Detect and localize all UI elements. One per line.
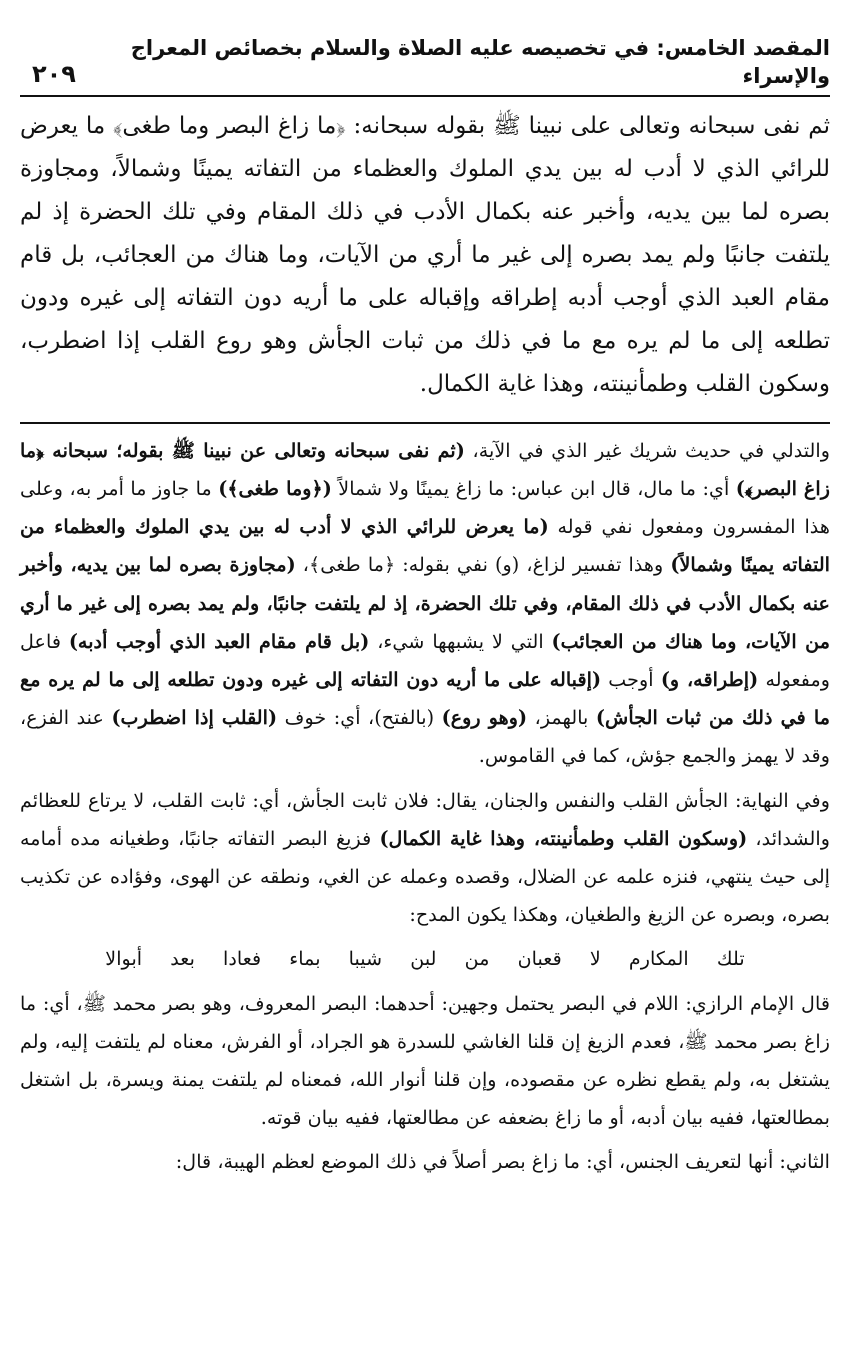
commentary-text: فاعل ومفعوله: [20, 629, 830, 691]
quoted-main-text: (بل قام مقام العبد الذي أوجب أدبه): [68, 629, 370, 653]
quoted-main-text: (ما يعرض للرائي الذي لا أدب له بين يدي الملوك والعظماء من التفاته يمينًا وشمالاً): [20, 515, 831, 577]
main-text: ثم نفى سبحانه وتعالى على نبينا ﷺ بقوله سبحانه: ﴿ما زاغ البصر وما طغى﴾ ما يعرض للرائي الذي لا أدب له بين يدي الملوك والعظماء من التفاته يمينًا وشمالاً، ومجاوزة بصره لما بين يديه، وأخبر عنه بكمال الأدب في ذلك المقام وفي تلك الحضرة إذ لم يلتفت جانبًا ولم يمد بصره إلى غير ما أري من الآيات، وما هناك من العجائب، بل قام مقام العبد الذي أوجب أدبه إطراقه وإقباله على ما أريه دون التفاته إلى غيره ودون تطلعه إلى ما لم يره مع ما في ذلك من ثبات الجأش وهو روع القلب إذا اضطرب، وسكون القلب وطمأنينته، وهذا غاية الكمال.: [20, 112, 830, 397]
quoted-main-text: (وسكون القلب وطمأنينته، وهذا غاية الكمال): [379, 826, 748, 850]
header-rule: [20, 95, 830, 97]
commentary-paragraph-4: الثاني: أنها لتعريف الجنس، أي: ما زاغ بصر أصلاً في ذلك الموضع لعظم الهيبة، قال:: [175, 1150, 830, 1174]
commentary-paragraph-1: [20, 432, 830, 776]
commentary-text: وفي النهاية: الجأش القلب والنفس والجنان، يقال: فلان ثابت الجأش، أي: ثابت القلب، لا يرتاع للعظائم والشدائد،: [20, 788, 830, 850]
commentary-text: والتدلي في حديث شريك غير الذي في الآية،: [464, 438, 830, 462]
poetry-verse: تلك المكارم لا قعبان من لبن شيبا بماء فعادا بعد أبوالا: [105, 947, 745, 971]
commentary-text: (بالفتح)، أي: خوف: [277, 706, 442, 730]
commentary-text: التي لا يشبهها شيء،: [369, 629, 552, 653]
commentary-text: بالهمز،: [527, 706, 596, 730]
quoted-main-text: (القلب إذا اضطرب): [111, 706, 278, 730]
commentary-paragraph-3: قال الإمام الرازي: اللام في البصر يحتمل وجهين: أحدهما: البصر المعروف، وهو بصر محمد ﷺ، أي: ما زاغ بصر محمد ﷺ، فعدم الزيغ إن قلنا الغاشي للسدرة هو الجراد، أو الفرش، معناه لم يلتفت إليه، ولم يشتغل به، ولم يقطع نظره عن مقصوده، وإن قلنا أنوار الله، فمعناه لم يلتفت يمنة ويسرة، بل اشتغل بمطالعتها، ففيه بيان أدبه، أو ما زاغ بضعفه عن مطالعتها، ففيه بيان قوته.: [20, 991, 830, 1130]
commentary-text: وهذا تفسير لزاغ، (و) نفي بقوله: ﴿ما طغى﴾،: [295, 553, 671, 577]
quoted-main-text: (مجاوزة بصره لما بين يديه، وأخبر عنه بكمال الأدب في ذلك المقام، وفي تلك الحضرة، إذ لم يلتفت جانبًا، ولم يمد بصره إلى غير ما أري من الآيات، وما هناك من العجائب): [20, 553, 830, 653]
chapter-title: المقصد الخامس: في تخصيصه عليه الصلاة والسلام بخصائص المعراج والإسراء: [130, 36, 830, 89]
page-number: ٢٠٩: [32, 60, 76, 89]
quoted-main-text: (ثم نفى سبحانه وتعالى عن نبينا ﷺ بقوله؛ سبحانه ﴿ما زاغ البصر﴾): [20, 438, 830, 500]
commentary-text: ما جاوز ما أمر به، وعلى هذا المفسرون ومفعول نفي قوله: [20, 476, 830, 539]
commentary-text: فزيغ البصر التفاته جانبًا، وطغيانه مده أمامه إلى حيث ينتهي، فنزه علمه عن الضلال، وقصده وعمله عن الغي، ونطقه عن الهوى، وفؤاده عن تكذيب بصره، وبصره عن الزيغ والطغيان، وهكذا يكون المدح:: [20, 826, 830, 927]
commentary-divider: [20, 422, 830, 424]
commentary-text: أي: ما مال، قال ابن عباس: ما زاغ يمينًا ولا شمالاً: [331, 476, 736, 500]
running-header: [20, 34, 830, 95]
commentary: [20, 432, 830, 1182]
quoted-main-text: (إقباله على ما أريه دون التفاته إلى غيره ودون تطلعه إلى ما لم يره مع ما في ذلك من ثبات الجأش): [20, 667, 830, 730]
commentary-text: عند الفزع، وقد لا يهمز والجمع جؤش، كما في القاموس.: [20, 706, 830, 768]
quoted-main-text: (وهو روع): [441, 706, 528, 730]
commentary-paragraph-2: [20, 782, 830, 935]
quoted-main-text: (إطراقه، و): [660, 667, 759, 691]
quoted-main-text: (﴿وما طغى﴾): [218, 476, 332, 500]
commentary-text: أوجب: [601, 667, 661, 691]
